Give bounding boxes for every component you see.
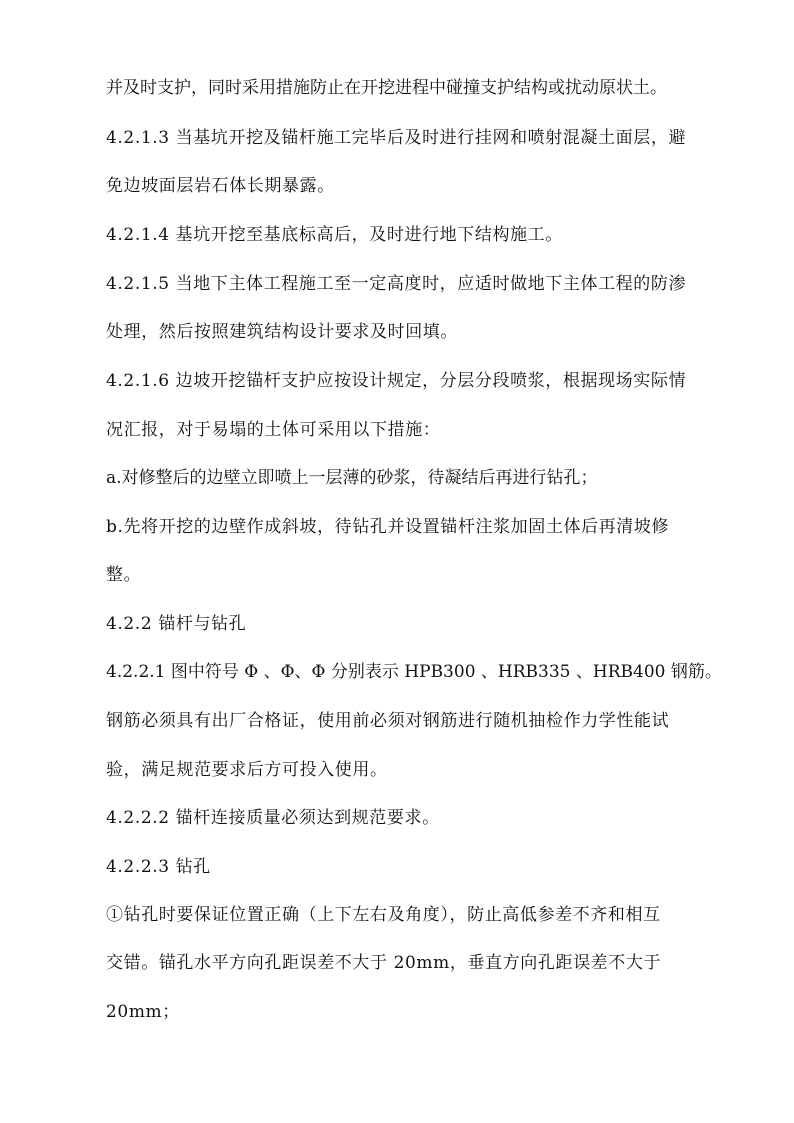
text-line: 4.2.2.2 锚杆连接质量必须达到规范要求。 bbox=[106, 808, 440, 828]
text-line: 4.2.1.5 当地下主体工程施工至一定高度时，应适时做地下主体工程的防渗 bbox=[106, 274, 687, 294]
section-heading: 4.2.2 锚杆与钻孔 bbox=[106, 614, 247, 634]
text-line: 并及时支护，同时采用措施防止在开挖进程中碰撞支护结构或扰动原状土。 bbox=[106, 78, 667, 98]
text-line: b.先将开挖的边壁作成斜坡，待钻孔并设置锚杆注浆加固土体后再清坡修 bbox=[106, 517, 670, 537]
text-line: ①钻孔时要保证位置正确（上下左右及角度），防止高低参差不齐和相互 bbox=[106, 905, 661, 925]
text-line: 4.2.2.1 图中符号 Φ 、Φ、Φ 分别表示 HPB300 、HRB335 、HRB400 钢筋。 bbox=[106, 662, 722, 682]
section-heading: 4.2.2.3 钻孔 bbox=[106, 857, 211, 877]
text-line: 处理，然后按照建筑结构设计要求及时回填。 bbox=[106, 322, 458, 342]
text-line: 况汇报，对于易塌的土体可采用以下措施： bbox=[106, 420, 441, 440]
text-line: 整。 bbox=[106, 565, 142, 585]
text-line: 验，满足规范要求后方可投入使用。 bbox=[106, 760, 388, 780]
text-line: 交错。锚孔水平方向孔距误差不大于 20mm，垂直方向孔距误差不大于 bbox=[106, 953, 662, 973]
text-line: 4.2.1.3 当基坑开挖及锚杆施工完毕后及时进行挂网和喷射混凝土面层，避 bbox=[106, 128, 687, 148]
text-line: 4.2.1.4 基坑开挖至基底标高后，及时进行地下结构施工。 bbox=[106, 225, 563, 245]
text-line: 免边坡面层岩石体长期暴露。 bbox=[106, 176, 335, 196]
text-line: a.对修整后的边壁立即喷上一层薄的砂浆，待凝结后再进行钻孔； bbox=[106, 468, 598, 488]
text-line: 钢筋必须具有出厂合格证，使用前必须对钢筋进行随机抽检作力学性能试 bbox=[106, 711, 670, 731]
text-line: 20mm； bbox=[106, 1002, 180, 1022]
text-line: 4.2.1.6 边坡开挖锚杆支护应按设计规定，分层分段喷浆，根据现场实际情 bbox=[106, 371, 687, 391]
